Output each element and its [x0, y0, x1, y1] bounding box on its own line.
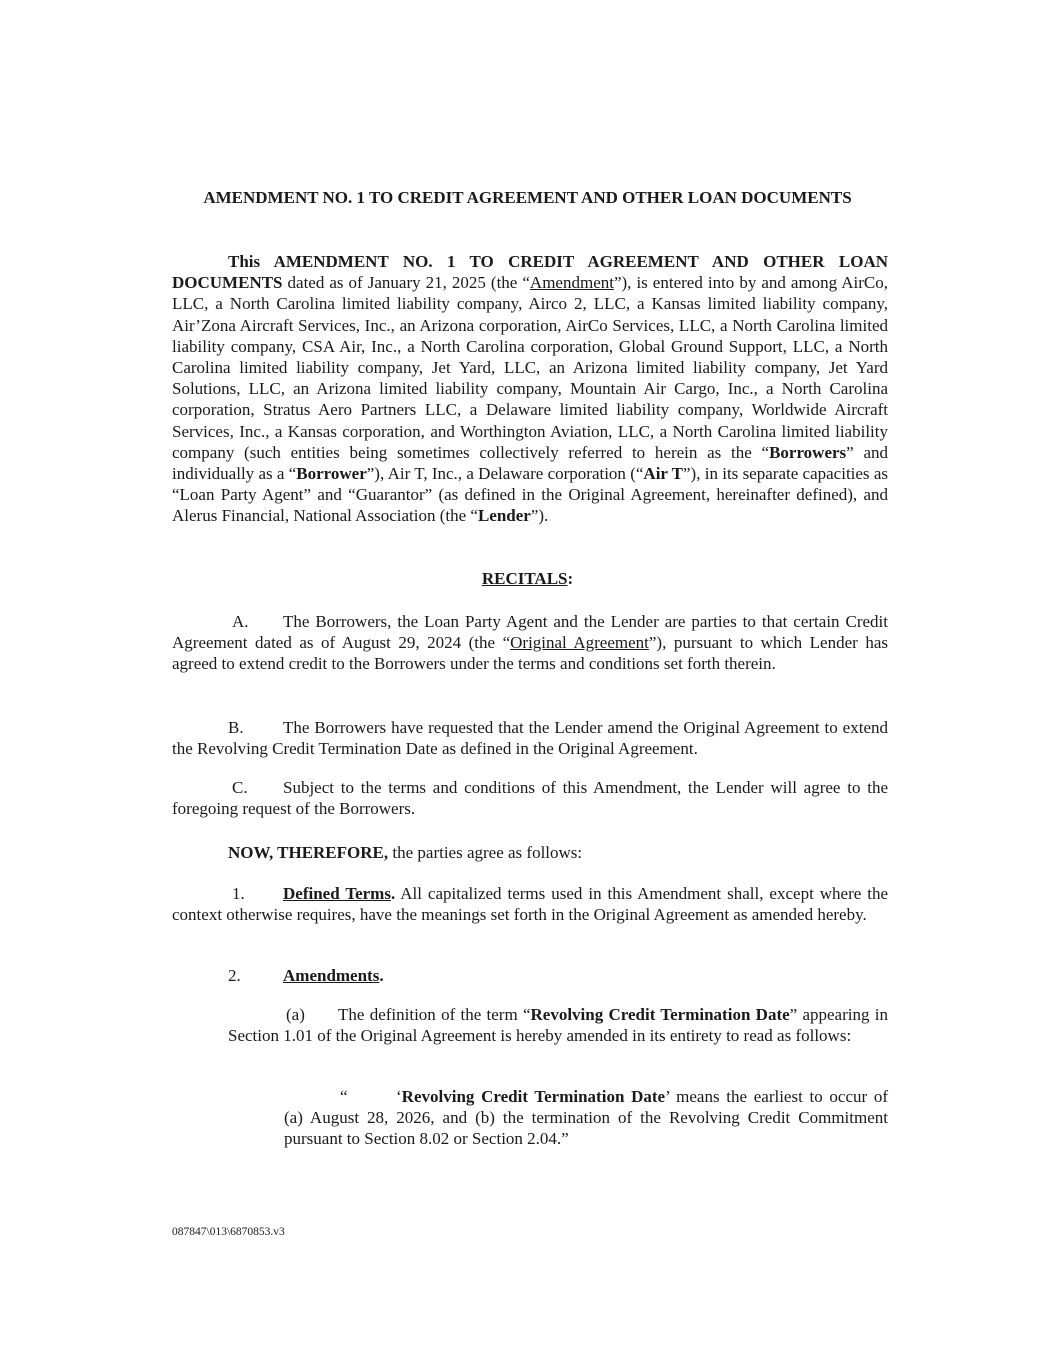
recital-a-text: ”), pursuant to which Lender has agreed to extend credit to the Borrowers under the terms and conditions set forth therein. [172, 633, 888, 674]
now-therefore-bold: NOW, THEREFORE, [228, 843, 389, 862]
quote-defined-term: Revolving Credit Termination Date [401, 1087, 666, 1106]
section-1 [172, 883, 888, 925]
quote-text: ‘ [396, 1087, 402, 1106]
recital-b-text: The Borrowers have requested that the Lender amend the Original Agreement to extend the Revolving Credit Termination Date as defined in the Original Agreement. [172, 718, 888, 759]
intro-text: ”), is entered into by and among AirCo, LLC, a North Carolina limited liability company, Airco 2, LLC, a Kansas limited liability company, Air’Zona Aircraft Services, Inc., an Arizona corporation, AirCo Services, LLC, a North Carolina limited liability company, CSA Air, Inc., a North Carolina corporation, Global Ground Support, LLC, a North Carolina limited liability company, Jet Yard, LLC, an Arizona limited liability company, Jet Yard Solutions, LLC, an Arizona limited liability company, Mountain Air Cargo, Inc., a North Carolina corporation, Stratus Aero Partners LLC, a Delaware limited liability company, Worldwide Aircraft Services, Inc., a Kansas corporation, and Worthington Aviation, LLC, a North Carolina limited liability company (such entities being sometimes collectively referred to herein as the “ [172, 273, 889, 462]
document-title: AMENDMENT NO. 1 TO CREDIT AGREEMENT AND OTHER LOAN DOCUMENTS [203, 188, 852, 207]
section-2-period: . [379, 966, 384, 985]
open-quote: “ [340, 1087, 348, 1106]
recital-b [172, 717, 888, 759]
recitals-colon: : [567, 569, 574, 588]
intro-defined-term: Amendment [529, 273, 614, 293]
section-1-text: All capitalized terms used in this Amendment shall, except where the context otherwise requires, have the meanings set forth in the Original Agreement as amended hereby. [172, 884, 889, 925]
intro-text: This [228, 252, 274, 271]
intro-text: ”). [530, 506, 549, 526]
intro-text: ”), Air T, Inc., a Delaware corporation (“ [366, 464, 644, 484]
intro-defined-term: Lender [477, 506, 531, 526]
intro-text: ”), in its separate capacities as “Loan Party Agent” and “Guarantor” (as defined in the Original Agreement, hereinafter defined), and Alerus Financial, National Association (the “ [172, 464, 888, 526]
section-2 [172, 965, 888, 986]
amended-definition-quote [284, 1086, 888, 1150]
recitals-heading [0, 568, 1055, 589]
intro-text: dated as of January 21, 2025 (the “ [282, 273, 530, 293]
now-therefore-text: the parties agree as follows: [388, 843, 583, 862]
section-2-heading: Amendments [283, 966, 380, 985]
quote-text: ’ means the earliest to occur of (a) August 28, 2026, and (b) the termination of the Revolving Credit Commitment pursuant to Section 8.02 or Section 2.04.” [284, 1087, 888, 1149]
now-therefore [172, 842, 888, 863]
section-1-period: . [390, 884, 396, 903]
section-1-number: 1. [232, 884, 245, 903]
recital-a [172, 611, 888, 675]
recital-b-label: B. [228, 718, 244, 737]
section-2a-label: (a) [286, 1005, 305, 1024]
section-2a-text: The definition of the term “ [338, 1005, 531, 1024]
recitals-heading-text: RECITALS [481, 569, 568, 588]
intro-defined-term: Air T [643, 464, 683, 484]
intro-text: ” and individually as a “ [172, 442, 888, 484]
intro-paragraph [172, 251, 888, 527]
recital-a-label: A. [232, 612, 249, 631]
section-2-number: 2. [228, 966, 241, 985]
recital-c-label: C. [232, 778, 248, 797]
document-id-footer: 087847\013\6870853.v3 [172, 1226, 285, 1238]
intro-defined-term: Borrowers [769, 442, 847, 462]
intro-defined-term: AMENDMENT NO. 1 TO CREDIT AGREEMENT AND OTHER LOAN DOCUMENTS [172, 252, 888, 293]
section-1-heading: Defined Terms [283, 884, 391, 903]
section-2a-defined-term: Revolving Credit Termination Date [530, 1005, 790, 1024]
recital-c-text: Subject to the terms and conditions of this Amendment, the Lender will agree to the foregoing request of the Borrowers. [172, 778, 888, 819]
recital-c [172, 777, 888, 819]
recital-a-defined-term: Original Agreement [510, 633, 649, 653]
section-2a [228, 1004, 888, 1046]
intro-defined-term: Borrower [296, 464, 367, 484]
recital-a-text: The Borrowers, the Loan Party Agent and the Lender are parties to that certain Credit Agreement dated as of August 29, 2024 (the “ [172, 612, 888, 653]
section-2a-text: ” appearing in Section 1.01 of the Original Agreement is hereby amended in its entirety to read as follows: [228, 1005, 888, 1046]
